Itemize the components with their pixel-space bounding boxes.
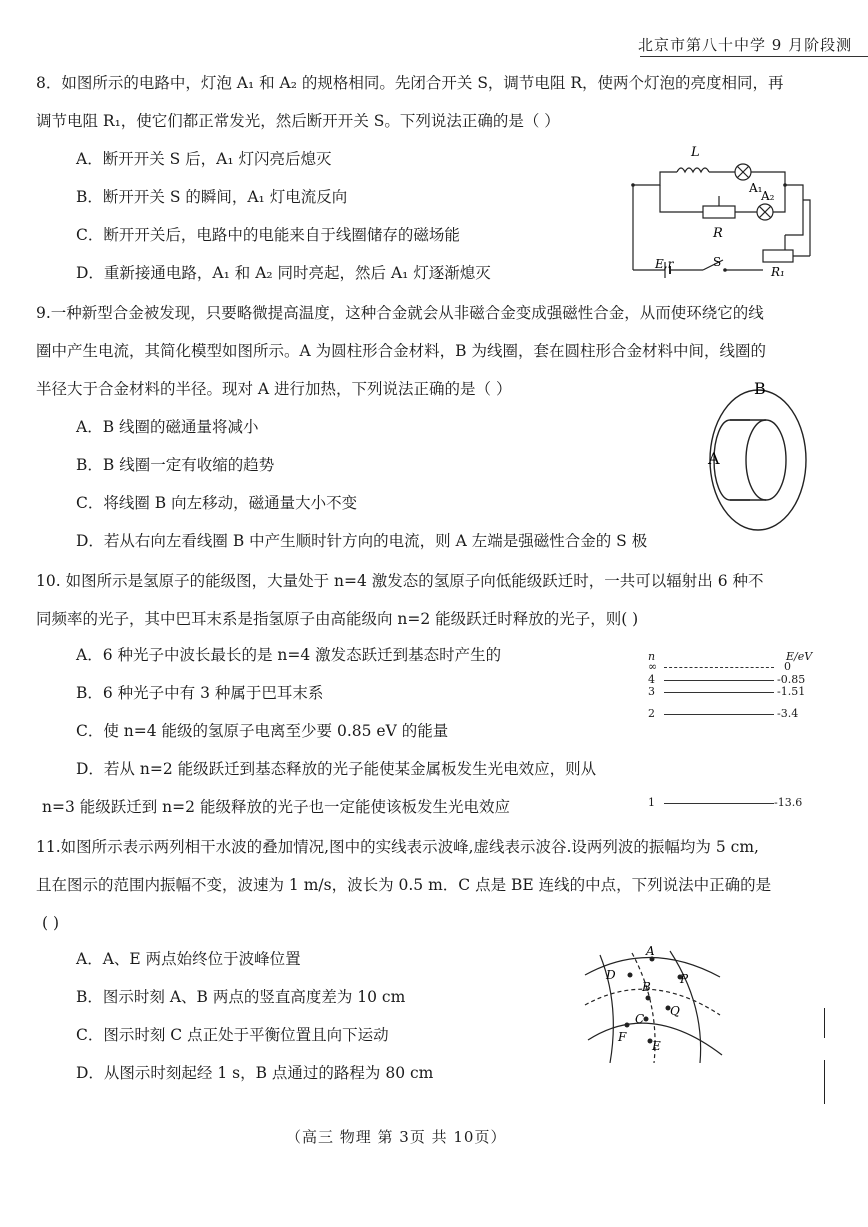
q11-stem-line2: 且在图示的范围内振幅不变，波速为 1 m/s，波长为 0.5 m．C 点是 BE 连线的中点，下列说法中正确的是 [36,876,772,894]
level-line [664,680,774,681]
q8-stem-line2: 调节电阻 R₁，使它们都正常发光，然后断开开关 S。下列说法正确的是（ ） [36,112,560,130]
q9-option-d: D．若从右向左看线圈 B 中产生顺时针方向的电流，则 A 左端是强磁性合金的 S 极 [76,532,648,550]
q9-fig-label-A: A [708,449,720,468]
q9-stem-line3: 半径大于合金材料的半径。现对 A 进行加热，下列说法正确的是（ ） [36,380,512,398]
q10-option-a: A．6 种光子中波长最长的是 n=4 激发态跃迁到基态时产生的 [76,646,502,664]
q9-fig-label-B: B [754,379,766,398]
q11-option-c: C．图示时刻 C 点正处于平衡位置且向下运动 [76,1026,389,1044]
level-energy-label: 0 [784,660,791,673]
level-energy-label: -3.4 [777,707,799,720]
q8-option-b: B．断开开关 S 的瞬间，A₁ 灯电流反向 [76,188,348,206]
q8-fig-label-Er: E,r [655,257,674,271]
q8-fig-label-R1: R₁ [771,265,785,279]
q11-fig-label-E: E [652,1039,661,1053]
q10-n-axis-label: n [648,650,656,663]
q11-fig-label-D: D [606,968,616,982]
q11-fig-label-B: B [642,980,651,994]
q11-fig-label-F: F [618,1030,627,1044]
page-footer: （高三 物理 第 3页 共 10页） [286,1128,507,1146]
q8-fig-label-S: S [713,255,722,269]
level-n-label: 4 [648,673,655,686]
level-energy-label: -0.85 [777,673,806,686]
q10-option-c: C．使 n=4 能级的氢原子电离至少要 0.85 eV 的能量 [76,722,449,740]
q8-fig-label-L: L [691,145,700,160]
q8-fig-label-A2: A₂ [761,189,775,203]
level-energy-label: -1.51 [777,685,806,698]
q8-option-c: C．断开开关后，电路中的电能来自于线圈储存的磁场能 [76,226,460,244]
q11-fig-label-Q: Q [670,1004,680,1018]
level-line [664,803,774,804]
q8-fig-label-R: R [713,226,723,241]
q11-fig-label-P: P [680,972,689,986]
q10-option-d-cont: n=3 能级跃迁到 n=2 能级释放的光子也一定能使该板发生光电效应 [42,798,510,816]
header-rule [640,56,868,57]
q11-wave-figure [580,945,730,1063]
q11-option-d: D．从图示时刻起经 1 s，B 点通过的路程为 80 cm [76,1064,434,1082]
level-line [664,714,774,715]
q11-fig-label-A: A [646,945,655,958]
level-n-label: 3 [648,685,655,698]
level-n-label: 2 [648,707,655,720]
q11-option-a: A．A、E 两点始终位于波峰位置 [76,950,301,968]
q10-energy-level-diagram [640,648,813,818]
q10-stem-line2: 同频率的光子，其中巴耳末系是指氢原子由高能级向 n=2 能级跃迁时释放的光子，则( ) [36,610,639,628]
q10-option-b: B．6 种光子中有 3 种属于巴耳末系 [76,684,324,702]
level-line [664,667,774,668]
level-energy-label: -13.6 [774,796,803,809]
q9-option-a: A．B 线圈的磁通量将减小 [76,418,259,436]
q9-option-c: C．将线圈 B 向左移动，磁通量大小不变 [76,494,358,512]
q11-fig-label-C: C [635,1012,645,1026]
q8-fig-label-A1: A₁ [749,181,763,195]
q11-option-b: B．图示时刻 A、B 两点的竖直高度差为 10 cm [76,988,406,1006]
scan-margin-mark [824,1008,825,1038]
scan-margin-mark [824,1060,825,1104]
q10-energy-axis-label: E/eV [786,650,813,663]
q8-option-d: D．重新接通电路，A₁ 和 A₂ 同时亮起，然后 A₁ 灯逐渐熄灭 [76,264,491,282]
q8-circuit-figure [625,140,820,280]
q10-option-d: D．若从 n=2 能级跃迁到基态释放的光子能使某金属板发生光电效应，则从 [76,760,597,778]
q9-stem-line2: 圈中产生电流，其简化模型如图所示。A 为圆柱形合金材料，B 为线圈，套在圆柱形合金材料中间，线圈的 [36,342,766,360]
q9-stem-line1: 9.一种新型合金被发现，只要略微提高温度，这种合金就会从非磁合金变成强磁性合金，从而使环绕它的线 [36,304,764,322]
level-n-label: 1 [648,796,655,809]
level-line [664,692,774,693]
q8-option-a: A．断开开关 S 后，A₁ 灯闪亮后熄灭 [76,150,332,168]
q9-option-b: B．B 线圈一定有收缩的趋势 [76,456,275,474]
level-n-label: ∞ [648,660,658,673]
q10-stem-line1: 10. 如图所示是氢原子的能级图，大量处于 n=4 激发态的氢原子向低能级跃迁时，一共可以辐射出 6 种不 [36,572,764,590]
q11-stem-line3: ( ) [42,914,60,932]
q8-stem-line1: 8．如图所示的电路中，灯泡 A₁ 和 A₂ 的规格相同。先闭合开关 S，调节电阻 R，使两个灯泡的亮度相同，再 [36,74,784,92]
q9-coil-figure [700,372,810,537]
q11-stem-line1: 11.如图所示表示两列相干水波的叠加情况,图中的实线表示波峰,虚线表示波谷.设两列波的振幅均为 5 cm, [36,838,759,856]
page-header-title: 北京市第八十中学 9 月阶段测 [638,36,853,54]
